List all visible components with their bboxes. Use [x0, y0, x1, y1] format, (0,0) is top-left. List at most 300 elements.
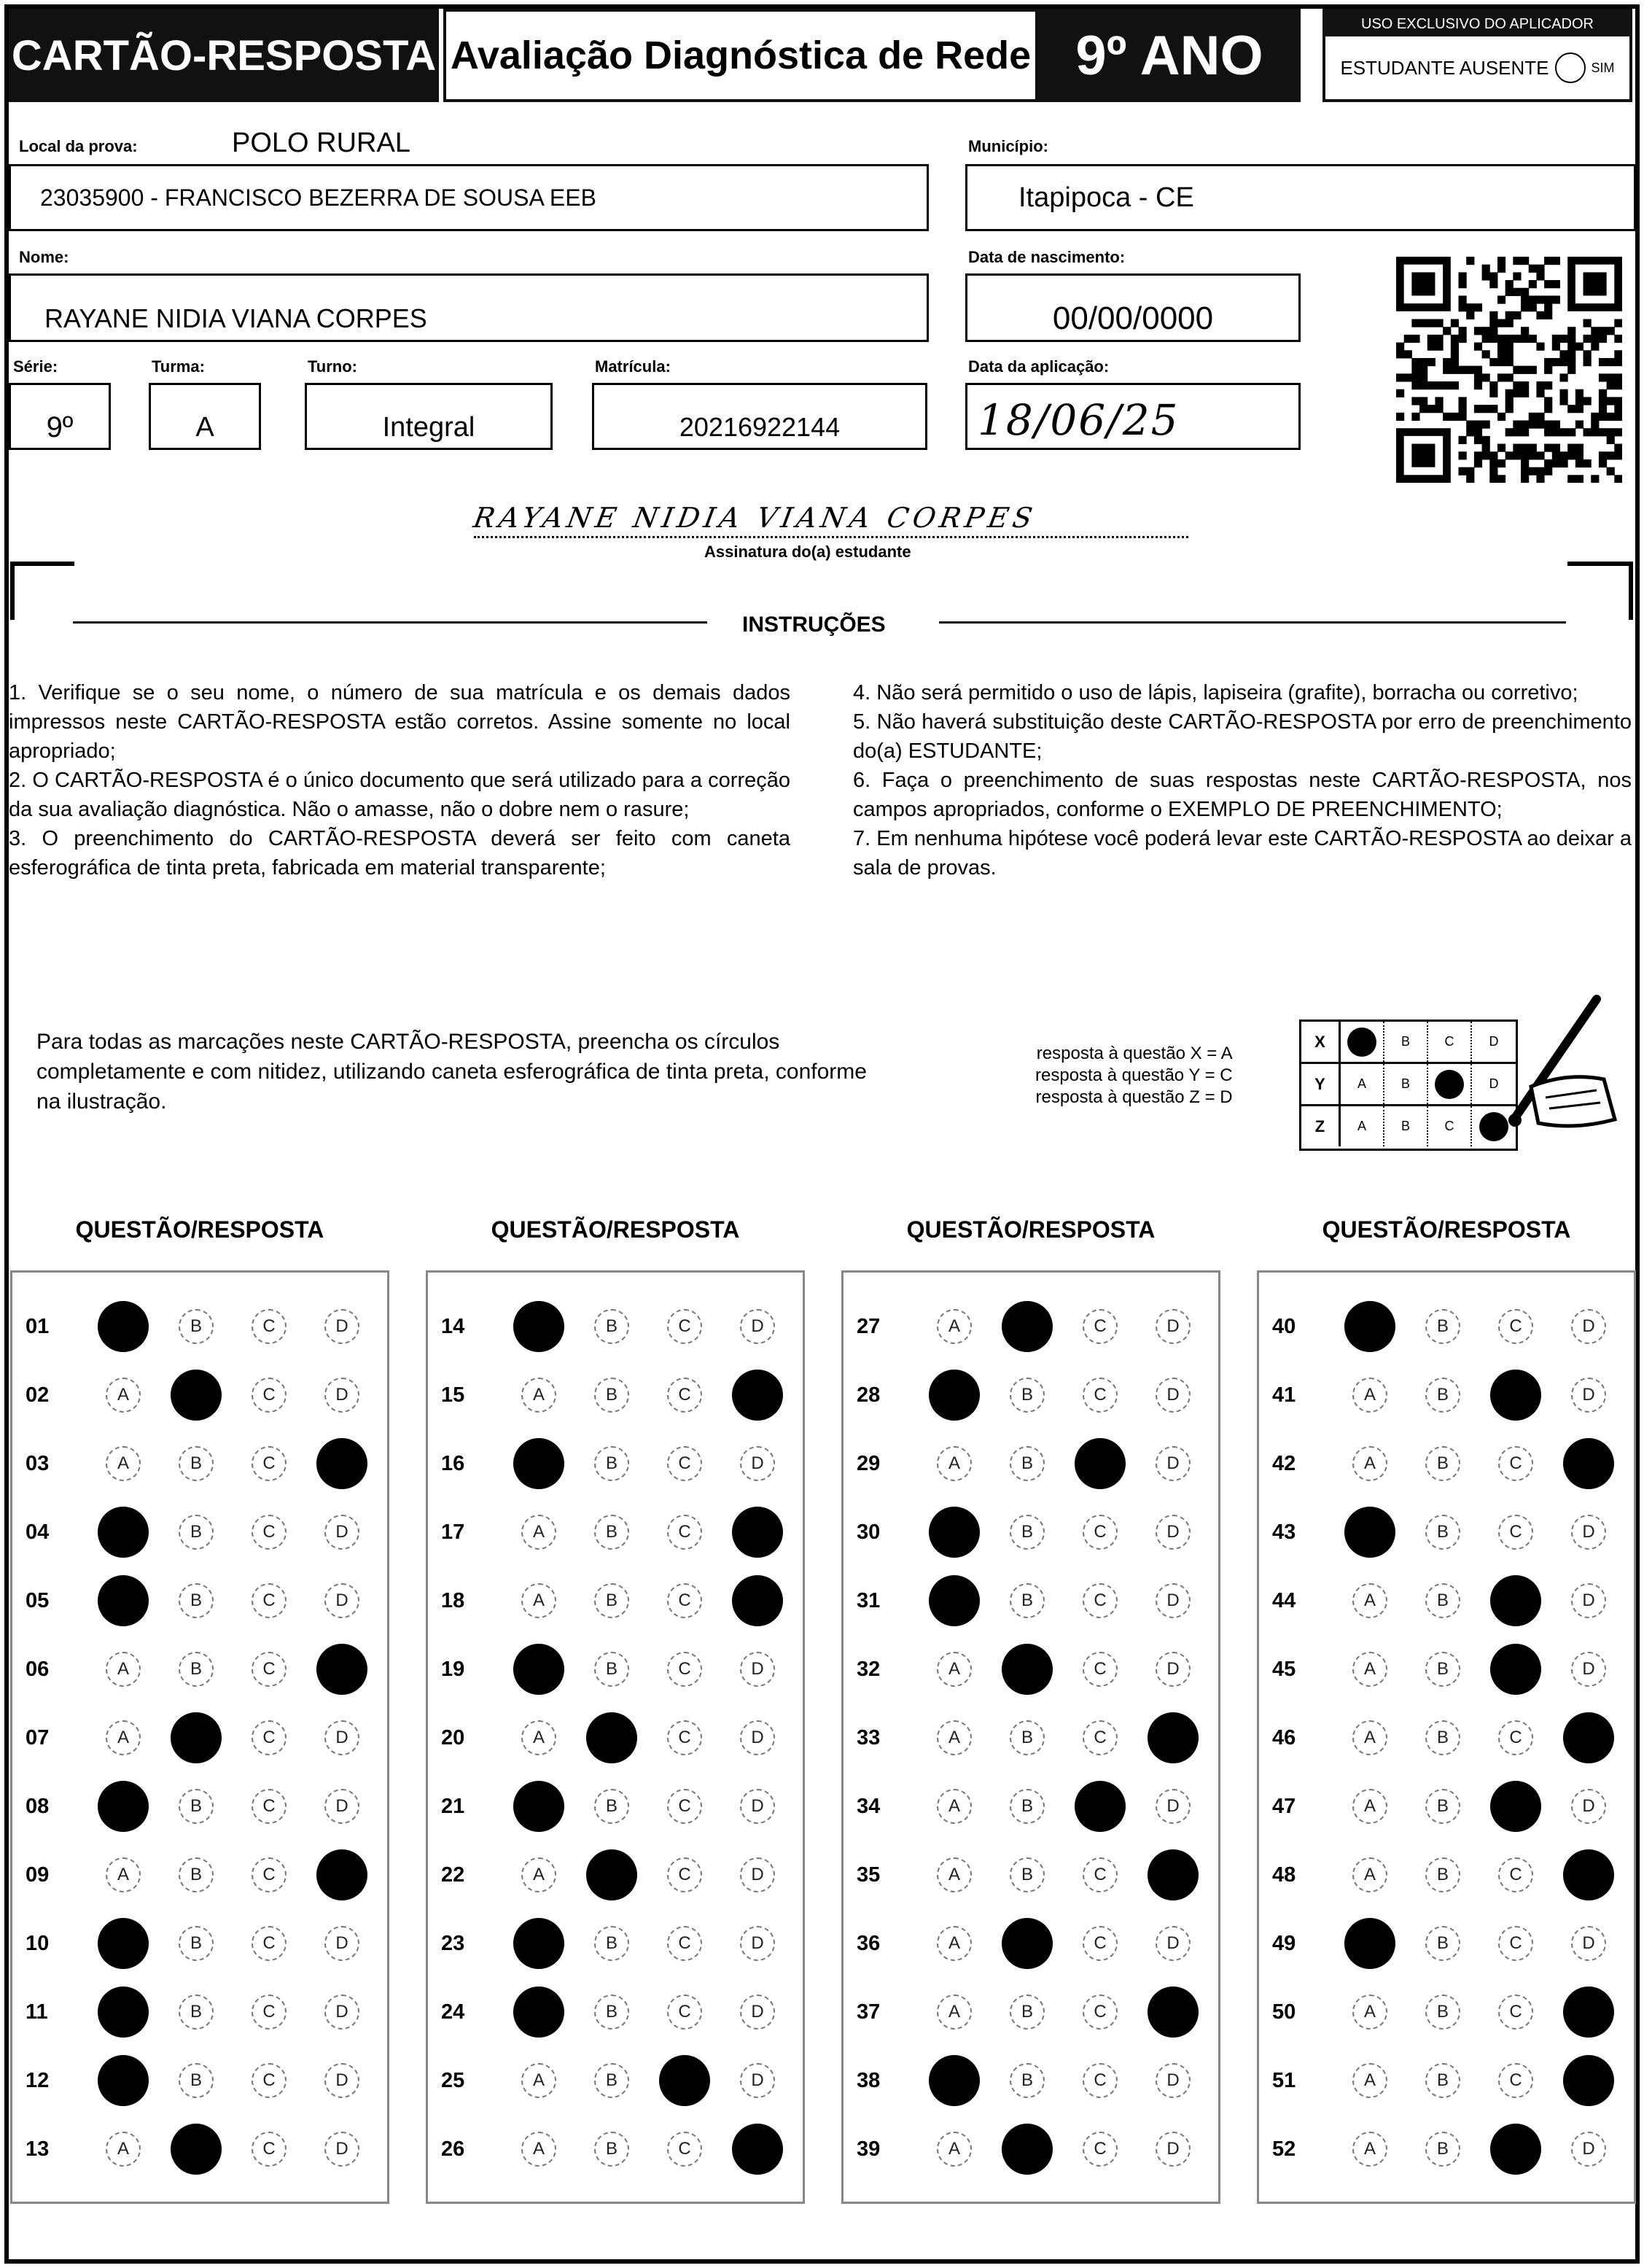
- answer-bubble[interactable]: C: [1498, 1515, 1533, 1550]
- answer-bubble[interactable]: D: [324, 1926, 359, 1961]
- answer-bubble[interactable]: C: [1498, 1995, 1533, 2030]
- answer-bubble-filled[interactable]: [929, 1507, 980, 1558]
- answer-bubble[interactable]: D: [1571, 1515, 1606, 1550]
- question-number: 47: [1272, 1795, 1296, 1818]
- answer-bubble[interactable]: D: [1571, 1652, 1606, 1687]
- answer-bubble[interactable]: C: [667, 1378, 702, 1413]
- answer-bubble[interactable]: D: [1571, 2132, 1606, 2167]
- answer-bubble[interactable]: D: [1156, 1926, 1191, 1961]
- example-option-label: A: [1357, 1119, 1366, 1133]
- question-number: 34: [857, 1795, 881, 1818]
- question-number: 38: [857, 2069, 881, 2092]
- answer-bubble-filled[interactable]: [1344, 1507, 1395, 1558]
- answer-bubble[interactable]: A: [106, 2132, 141, 2167]
- question-row: [12, 1373, 391, 1417]
- answer-bubble-filled[interactable]: [1490, 1644, 1541, 1695]
- answer-bubble[interactable]: A: [521, 1583, 556, 1618]
- answer-bubble[interactable]: B: [1010, 1515, 1045, 1550]
- answer-bubble-filled[interactable]: [732, 1575, 783, 1626]
- question-row: [428, 1647, 807, 1691]
- answer-bubble[interactable]: C: [252, 1583, 287, 1618]
- question-row: [428, 1785, 807, 1828]
- municipio-field[interactable]: [965, 164, 1636, 231]
- answer-bubble[interactable]: C: [1083, 1378, 1118, 1413]
- answer-bubble[interactable]: B: [179, 2063, 214, 2098]
- answer-bubble[interactable]: B: [1010, 1583, 1045, 1618]
- example-bubble: [1341, 1106, 1384, 1146]
- answer-bubble-filled[interactable]: [732, 1370, 783, 1421]
- answer-bubble-filled[interactable]: [513, 1781, 564, 1832]
- answer-bubble[interactable]: C: [1498, 1857, 1533, 1892]
- school-value: 23035900 - FRANCISCO BEZERRA DE SOUSA EEB: [40, 184, 596, 211]
- answer-bubble[interactable]: D: [740, 1789, 775, 1824]
- answer-bubble[interactable]: D: [324, 1720, 359, 1755]
- turno-field[interactable]: [305, 383, 553, 450]
- answer-bubble[interactable]: D: [740, 1995, 775, 2030]
- answer-bubble[interactable]: C: [252, 1446, 287, 1481]
- question-number: 35: [857, 1863, 881, 1887]
- answer-bubble-filled[interactable]: [659, 2055, 710, 2106]
- answer-bubble[interactable]: A: [937, 1446, 972, 1481]
- answer-bubble[interactable]: C: [252, 1652, 287, 1687]
- answer-bubble[interactable]: A: [1352, 2063, 1387, 2098]
- answer-bubble-filled[interactable]: [1002, 1918, 1053, 1969]
- question-row: [428, 1510, 807, 1554]
- answer-bubble[interactable]: D: [1156, 1309, 1191, 1344]
- question-number: 02: [26, 1383, 50, 1407]
- answer-bubble[interactable]: D: [1156, 2132, 1191, 2167]
- question-row: [428, 2127, 807, 2171]
- answer-bubble[interactable]: D: [740, 2063, 775, 2098]
- answer-bubble-filled[interactable]: [513, 1301, 564, 1352]
- answer-bubble[interactable]: A: [1352, 1857, 1387, 1892]
- applicator-box: [1322, 9, 1632, 102]
- answer-bubble[interactable]: C: [667, 1995, 702, 2030]
- question-row: [428, 1716, 807, 1760]
- answer-bubble[interactable]: C: [667, 1789, 702, 1824]
- answer-bubble[interactable]: C: [1498, 1446, 1533, 1481]
- answer-bubble[interactable]: C: [1083, 2063, 1118, 2098]
- answer-bubble[interactable]: C: [1498, 1926, 1533, 1961]
- school-field[interactable]: [9, 164, 929, 231]
- answer-bubble[interactable]: C: [667, 1446, 702, 1481]
- question-row: [428, 1442, 807, 1486]
- serie-field[interactable]: [9, 383, 111, 450]
- answer-bubble[interactable]: A: [521, 1378, 556, 1413]
- answer-bubble-filled[interactable]: [1148, 1987, 1199, 2038]
- answer-bubble-filled[interactable]: [1490, 1370, 1541, 1421]
- answer-bubble[interactable]: D: [324, 1515, 359, 1550]
- answer-bubble[interactable]: C: [252, 1857, 287, 1892]
- question-number: 06: [26, 1658, 50, 1681]
- answer-bubble-filled[interactable]: [98, 1301, 149, 1352]
- example-bubble: [1341, 1064, 1384, 1104]
- answer-bubble-filled[interactable]: [316, 1849, 367, 1900]
- answer-bubble-filled[interactable]: [98, 1575, 149, 1626]
- answer-bubble[interactable]: B: [1010, 2063, 1045, 2098]
- answer-bubble[interactable]: C: [1083, 1309, 1118, 1344]
- answer-bubble-filled[interactable]: [929, 1575, 980, 1626]
- question-number: 37: [857, 2000, 881, 2024]
- example-option-label: A: [1357, 1076, 1366, 1091]
- answer-bubble[interactable]: D: [1156, 2063, 1191, 2098]
- answer-bubble[interactable]: B: [1425, 1857, 1460, 1892]
- answer-bubble[interactable]: A: [1352, 1446, 1387, 1481]
- answer-bubble[interactable]: A: [1352, 1652, 1387, 1687]
- question-number: 33: [857, 1726, 881, 1749]
- answer-bubble[interactable]: D: [324, 1583, 359, 1618]
- answer-bubble[interactable]: B: [1425, 2132, 1460, 2167]
- example-legend-item: resposta à questão Y = C: [1035, 1065, 1233, 1085]
- question-row: [428, 1922, 807, 1965]
- example-filled-dot: [1435, 1070, 1464, 1099]
- answer-bubble[interactable]: C: [667, 1926, 702, 1961]
- question-row: [12, 1579, 391, 1623]
- answer-bubble-filled[interactable]: [513, 1987, 564, 2038]
- answer-bubble[interactable]: B: [179, 1995, 214, 2030]
- answer-bubble-filled[interactable]: [1002, 2124, 1053, 2175]
- example-row-label: X: [1301, 1022, 1341, 1062]
- answer-bubble[interactable]: D: [1156, 1378, 1191, 1413]
- turno-label: Turno:: [308, 357, 358, 376]
- answer-bubble[interactable]: C: [1083, 1720, 1118, 1755]
- answer-bubble[interactable]: B: [1010, 1995, 1045, 2030]
- question-number: 20: [441, 1726, 465, 1749]
- answer-bubble-filled[interactable]: [171, 2124, 222, 2175]
- question-number: 01: [26, 1315, 50, 1338]
- answer-bubble[interactable]: B: [179, 1583, 214, 1618]
- answer-bubble[interactable]: B: [179, 1926, 214, 1961]
- answer-bubble[interactable]: A: [106, 1446, 141, 1481]
- answer-bubble-filled[interactable]: [171, 1370, 222, 1421]
- answer-bubble-filled[interactable]: [1563, 1438, 1614, 1489]
- matricula-value: 20216922144: [679, 412, 841, 442]
- answer-bubble[interactable]: B: [1010, 1446, 1045, 1481]
- answer-bubble[interactable]: C: [1083, 1515, 1118, 1550]
- answer-bubble[interactable]: B: [1425, 1926, 1460, 1961]
- answer-bubble-filled[interactable]: [98, 1507, 149, 1558]
- answer-bubble[interactable]: A: [937, 1652, 972, 1687]
- corner-left: [10, 562, 74, 620]
- answer-bubble-filled[interactable]: [1563, 1712, 1614, 1763]
- answer-bubble[interactable]: C: [1083, 2132, 1118, 2167]
- answer-bubble[interactable]: B: [594, 2132, 629, 2167]
- answer-bubble[interactable]: A: [106, 1378, 141, 1413]
- question-row: [1259, 1305, 1638, 1348]
- example-row: [1301, 1022, 1516, 1064]
- answer-bubble-filled[interactable]: [1148, 1712, 1199, 1763]
- answer-bubble[interactable]: B: [594, 1652, 629, 1687]
- answer-bubble[interactable]: D: [1156, 1446, 1191, 1481]
- question-number: 36: [857, 1932, 881, 1955]
- question-number: 41: [1272, 1383, 1296, 1407]
- answer-bubble-filled[interactable]: [513, 1918, 564, 1969]
- example-bubble-filled: [1341, 1022, 1384, 1062]
- question-number: 42: [1272, 1452, 1296, 1475]
- answer-bubble[interactable]: A: [521, 1720, 556, 1755]
- answer-bubble[interactable]: D: [1571, 1926, 1606, 1961]
- answer-bubble[interactable]: A: [521, 1857, 556, 1892]
- answer-bubble[interactable]: C: [1083, 1652, 1118, 1687]
- answer-bubble[interactable]: B: [179, 1652, 214, 1687]
- answer-bubble[interactable]: D: [740, 1309, 775, 1344]
- question-row: [1259, 1510, 1638, 1554]
- answer-bubble[interactable]: D: [1156, 1583, 1191, 1618]
- answer-bubble[interactable]: B: [1425, 1378, 1460, 1413]
- answer-bubble[interactable]: D: [324, 1789, 359, 1824]
- answer-bubble[interactable]: A: [937, 1309, 972, 1344]
- answer-bubble[interactable]: B: [594, 1926, 629, 1961]
- nome-field[interactable]: [9, 273, 929, 342]
- answer-bubble[interactable]: D: [1571, 1309, 1606, 1344]
- answer-bubble[interactable]: D: [324, 2132, 359, 2167]
- question-row: [1259, 1647, 1638, 1691]
- example-legend-item: resposta à questão X = A: [1036, 1044, 1233, 1063]
- answer-bubble[interactable]: C: [667, 1583, 702, 1618]
- answer-bubble[interactable]: B: [594, 1583, 629, 1618]
- answers-column: [10, 1270, 389, 2204]
- answer-bubble[interactable]: B: [1425, 1583, 1460, 1618]
- answer-bubble[interactable]: A: [937, 2132, 972, 2167]
- example-row-label: Y: [1301, 1064, 1341, 1104]
- answer-bubble[interactable]: D: [324, 2063, 359, 2098]
- answer-bubble[interactable]: D: [740, 1652, 775, 1687]
- answer-bubble[interactable]: D: [740, 1446, 775, 1481]
- answer-bubble-filled[interactable]: [732, 2124, 783, 2175]
- answer-bubble[interactable]: B: [1010, 1378, 1045, 1413]
- answer-bubble[interactable]: C: [1083, 1583, 1118, 1618]
- turma-field[interactable]: [149, 383, 261, 450]
- matricula-field[interactable]: [592, 383, 927, 450]
- answer-bubble[interactable]: B: [1425, 1995, 1460, 2030]
- answer-bubble[interactable]: C: [252, 2132, 287, 2167]
- question-row: [12, 1853, 391, 1897]
- answer-bubble[interactable]: B: [1425, 1515, 1460, 1550]
- pen-hand-illustration: [1487, 992, 1633, 1152]
- answer-bubble[interactable]: A: [937, 1789, 972, 1824]
- answer-bubble[interactable]: D: [1156, 1515, 1191, 1550]
- turno-value: Integral: [382, 411, 475, 443]
- answer-bubble[interactable]: C: [667, 1309, 702, 1344]
- question-row: [12, 2127, 391, 2171]
- question-row: [844, 1305, 1223, 1348]
- answer-bubble[interactable]: B: [594, 2063, 629, 2098]
- answer-bubble[interactable]: B: [1010, 1789, 1045, 1824]
- answer-bubble[interactable]: A: [1352, 1720, 1387, 1755]
- answer-bubble[interactable]: D: [1571, 1378, 1606, 1413]
- instruction-item: 1. Verifique se o seu nome, o número de sua matrícula e os demais dados impressos neste CARTÃO-RESPOSTA estão corretos. Assine somente no local apropriado;: [9, 681, 790, 763]
- answer-bubble[interactable]: D: [1156, 1789, 1191, 1824]
- answer-bubble-filled[interactable]: [1002, 1644, 1053, 1695]
- answer-bubble[interactable]: A: [937, 1995, 972, 2030]
- aplicacao-label: Data da aplicação:: [968, 357, 1110, 376]
- answer-bubble-filled[interactable]: [1344, 1918, 1395, 1969]
- answer-bubble-filled[interactable]: [98, 2055, 149, 2106]
- answer-bubble[interactable]: C: [667, 1652, 702, 1687]
- answer-bubble-filled[interactable]: [732, 1507, 783, 1558]
- answer-bubble-filled[interactable]: [1344, 1301, 1395, 1352]
- question-number: 27: [857, 1315, 881, 1338]
- answer-bubble[interactable]: B: [1425, 1446, 1460, 1481]
- answer-bubble[interactable]: C: [252, 1926, 287, 1961]
- answer-bubble[interactable]: B: [594, 1995, 629, 2030]
- answer-bubble-filled[interactable]: [513, 1438, 564, 1489]
- answer-bubble[interactable]: C: [667, 1720, 702, 1755]
- answer-bubble[interactable]: A: [521, 1515, 556, 1550]
- example-filled-dot: [1347, 1028, 1376, 1057]
- instruction-item: 7. Em nenhuma hipótese você poderá levar este CARTÃO-RESPOSTA ao deixar a sala de provas.: [853, 827, 1632, 879]
- answer-bubble-filled[interactable]: [513, 1644, 564, 1695]
- answer-bubble[interactable]: C: [252, 1720, 287, 1755]
- answer-bubble[interactable]: B: [179, 1309, 214, 1344]
- answer-bubble-filled[interactable]: [929, 2055, 980, 2106]
- question-number: 08: [26, 1795, 50, 1818]
- answer-bubble[interactable]: C: [667, 2132, 702, 2167]
- answer-bubble-filled[interactable]: [1490, 1781, 1541, 1832]
- instructions-right: [853, 678, 1632, 882]
- answer-bubble[interactable]: A: [106, 1652, 141, 1687]
- question-number: 31: [857, 1589, 881, 1612]
- question-number: 19: [441, 1658, 465, 1681]
- answer-bubble[interactable]: B: [594, 1446, 629, 1481]
- question-row: [844, 1442, 1223, 1486]
- answer-bubble[interactable]: C: [1083, 1857, 1118, 1892]
- aplicacao-field[interactable]: [965, 383, 1301, 450]
- answer-bubble-filled[interactable]: [316, 1438, 367, 1489]
- answer-bubble[interactable]: B: [179, 1446, 214, 1481]
- answer-bubble-filled[interactable]: [316, 1644, 367, 1695]
- answers-column: [841, 1270, 1220, 2204]
- question-row: [844, 1647, 1223, 1691]
- answer-bubble[interactable]: A: [106, 1720, 141, 1755]
- answer-bubble[interactable]: B: [1425, 1652, 1460, 1687]
- answer-bubble[interactable]: A: [521, 2063, 556, 2098]
- question-number: 10: [26, 1932, 50, 1955]
- answer-bubble[interactable]: A: [1352, 1378, 1387, 1413]
- question-number: 39: [857, 2137, 881, 2161]
- answer-bubble-filled[interactable]: [586, 1712, 637, 1763]
- answer-bubble[interactable]: C: [1498, 1309, 1533, 1344]
- answer-bubble[interactable]: B: [594, 1309, 629, 1344]
- question-number: 13: [26, 2137, 50, 2161]
- answer-bubble[interactable]: C: [1498, 1720, 1533, 1755]
- example-legend: [1035, 1043, 1233, 1108]
- answer-bubble[interactable]: D: [324, 1309, 359, 1344]
- answer-bubble[interactable]: D: [740, 1720, 775, 1755]
- absent-circle[interactable]: [1555, 53, 1586, 83]
- exam-title: Avaliação Diagnóstica de Rede: [443, 9, 1038, 102]
- answer-bubble-filled[interactable]: [1490, 1575, 1541, 1626]
- answer-bubble[interactable]: A: [1352, 1995, 1387, 2030]
- answer-bubble-filled[interactable]: [1490, 2124, 1541, 2175]
- answer-bubble-filled[interactable]: [1075, 1438, 1126, 1489]
- answer-bubble[interactable]: A: [1352, 2132, 1387, 2167]
- question-row: [844, 1373, 1223, 1417]
- answer-bubble[interactable]: B: [594, 1378, 629, 1413]
- answer-bubble[interactable]: D: [324, 1378, 359, 1413]
- instruction-item: 5. Não haverá substituição deste CARTÃO-RESPOSTA por erro de preenchimento do(a) ESTUDANTE;: [853, 710, 1632, 763]
- answer-bubble[interactable]: D: [1156, 1652, 1191, 1687]
- answers-column-header: QUESTÃO/RESPOSTA: [906, 1216, 1156, 1243]
- answer-bubble[interactable]: B: [594, 1789, 629, 1824]
- answer-bubble[interactable]: C: [1083, 1995, 1118, 2030]
- answer-bubble-filled[interactable]: [98, 1781, 149, 1832]
- answer-bubble[interactable]: A: [937, 1857, 972, 1892]
- answer-bubble[interactable]: B: [594, 1515, 629, 1550]
- answer-bubble[interactable]: C: [252, 2063, 287, 2098]
- answer-bubble-filled[interactable]: [1563, 2055, 1614, 2106]
- answer-bubble[interactable]: C: [252, 1789, 287, 1824]
- answer-bubble-filled[interactable]: [586, 1849, 637, 1900]
- answer-bubble-filled[interactable]: [1075, 1781, 1126, 1832]
- answer-bubble[interactable]: A: [1352, 1583, 1387, 1618]
- answer-bubble[interactable]: D: [1571, 1789, 1606, 1824]
- answer-bubble[interactable]: D: [740, 1857, 775, 1892]
- absent-option: SIM: [1591, 60, 1615, 75]
- answer-bubble-filled[interactable]: [98, 1987, 149, 2038]
- answer-bubble[interactable]: D: [740, 1926, 775, 1961]
- answer-bubble[interactable]: B: [1425, 1789, 1460, 1824]
- answer-bubble[interactable]: C: [667, 1515, 702, 1550]
- grade-title: 9º ANO: [1038, 9, 1301, 102]
- answer-bubble-filled[interactable]: [171, 1712, 222, 1763]
- answer-bubble[interactable]: B: [1425, 2063, 1460, 2098]
- instructions-title: INSTRUÇÕES: [742, 613, 886, 637]
- answer-bubble[interactable]: C: [252, 1515, 287, 1550]
- answer-bubble-filled[interactable]: [929, 1370, 980, 1421]
- question-row: [428, 1579, 807, 1623]
- answer-bubble[interactable]: A: [937, 1926, 972, 1961]
- answer-bubble[interactable]: B: [179, 1857, 214, 1892]
- answer-bubble[interactable]: C: [252, 1378, 287, 1413]
- answer-bubble[interactable]: A: [1352, 1789, 1387, 1824]
- question-row: [844, 1510, 1223, 1554]
- question-row: [428, 1853, 807, 1897]
- answer-bubble[interactable]: B: [179, 1789, 214, 1824]
- answer-bubble[interactable]: A: [937, 1720, 972, 1755]
- answer-bubble-filled[interactable]: [98, 1918, 149, 1969]
- answer-bubble[interactable]: B: [179, 1515, 214, 1550]
- absent-label: ESTUDANTE AUSENTE: [1340, 56, 1549, 79]
- answer-bubble[interactable]: A: [106, 1857, 141, 1892]
- answer-bubble[interactable]: C: [252, 1995, 287, 2030]
- matricula-label: Matrícula:: [595, 357, 671, 376]
- answer-bubble[interactable]: A: [521, 2132, 556, 2167]
- answer-bubble-filled[interactable]: [1002, 1301, 1053, 1352]
- answer-bubble[interactable]: C: [667, 1857, 702, 1892]
- answer-bubble[interactable]: B: [1010, 1857, 1045, 1892]
- answer-bubble[interactable]: D: [324, 1995, 359, 2030]
- nascimento-field[interactable]: [965, 273, 1301, 342]
- answer-bubble-filled[interactable]: [1563, 1987, 1614, 2038]
- answer-bubble[interactable]: B: [1425, 1309, 1460, 1344]
- example-row: [1301, 1064, 1516, 1106]
- question-row: [844, 1990, 1223, 2034]
- example-bubble: [1428, 1106, 1472, 1146]
- question-row: [12, 1647, 391, 1691]
- answer-bubble[interactable]: B: [1010, 1720, 1045, 1755]
- answer-bubble-filled[interactable]: [1148, 1849, 1199, 1900]
- instruction-item: 2. O CARTÃO-RESPOSTA é o único documento que será utilizado para a correção da sua avaliação diagnóstica. Não o amasse, não o dobre nem o rasure;: [9, 769, 790, 821]
- answer-bubble[interactable]: C: [1083, 1926, 1118, 1961]
- answer-bubble-filled[interactable]: [1563, 1849, 1614, 1900]
- answer-bubble[interactable]: D: [1571, 1583, 1606, 1618]
- question-row: [844, 2127, 1223, 2171]
- answer-bubble[interactable]: C: [1498, 2063, 1533, 2098]
- question-number: 52: [1272, 2137, 1296, 2161]
- answer-bubble[interactable]: B: [1425, 1720, 1460, 1755]
- answer-bubble[interactable]: C: [252, 1309, 287, 1344]
